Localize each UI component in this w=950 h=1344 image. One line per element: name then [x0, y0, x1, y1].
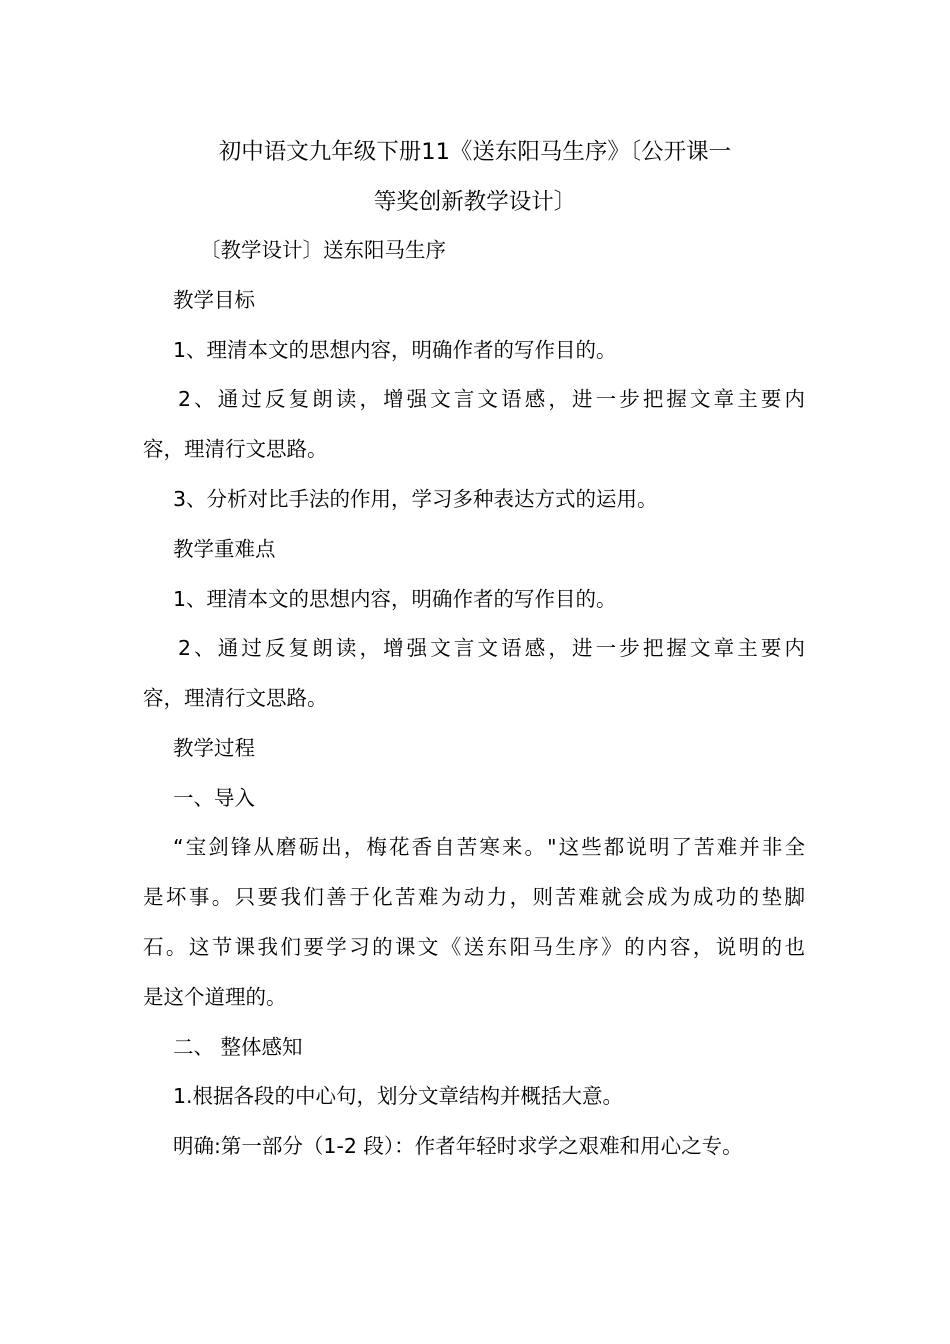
answer-item-1: 明确:第一部分（1-2 段）：作者年轻时求学之艰难和用心之专。	[173, 1134, 743, 1158]
keypoint-item-2-line-1: 2、通过反复朗读，增强文言文语感，进一步把握文章主要内	[178, 636, 805, 660]
document-subtitle: 〔教学设计〕送东阳马生序	[200, 238, 446, 262]
section-heading-objectives: 教学目标	[173, 288, 255, 312]
document-title-line-2: 等奖创新教学设计〕	[373, 189, 577, 215]
document-title-line-1: 初中语文九年级下册11《送东阳马生序》〔公开课一	[218, 139, 732, 165]
objective-item-1: 1、理清本文的思想内容，明确作者的写作目的。	[173, 338, 617, 362]
task-item-1: 1.根据各段的中心句，划分文章结构并概括大意。	[173, 1084, 624, 1108]
intro-paragraph-line-3: 石。这节课我们要学习的课文《送东阳马生序》的内容，说明的也	[143, 935, 805, 959]
objective-item-3: 3、分析对比手法的作用，学习多种表达方式的运用。	[173, 487, 658, 511]
section-heading-process: 教学过程	[173, 736, 255, 760]
section-heading-keypoints: 教学重难点	[173, 537, 276, 561]
intro-paragraph-line-4: 是这个道理的。	[143, 985, 287, 1009]
step-heading-overview: 二、 整体感知	[173, 1035, 303, 1059]
keypoint-item-2-line-2: 容，理清行文思路。	[143, 686, 328, 710]
keypoint-item-1: 1、理清本文的思想内容，明确作者的写作目的。	[173, 587, 617, 611]
objective-item-2-line-2: 容，理清行文思路。	[143, 437, 328, 461]
objective-item-2-line-1: 2、通过反复朗读，增强文言文语感，进一步把握文章主要内	[178, 387, 805, 411]
step-heading-intro: 一、导入	[173, 786, 255, 810]
intro-paragraph-line-2: 是坏事。只要我们善于化苦难为动力，则苦难就会成为成功的垫脚	[143, 885, 805, 909]
intro-paragraph-line-1: “宝剑锋从磨砺出，梅花香自苦寒来。"这些都说明了苦难并非全	[173, 835, 805, 859]
